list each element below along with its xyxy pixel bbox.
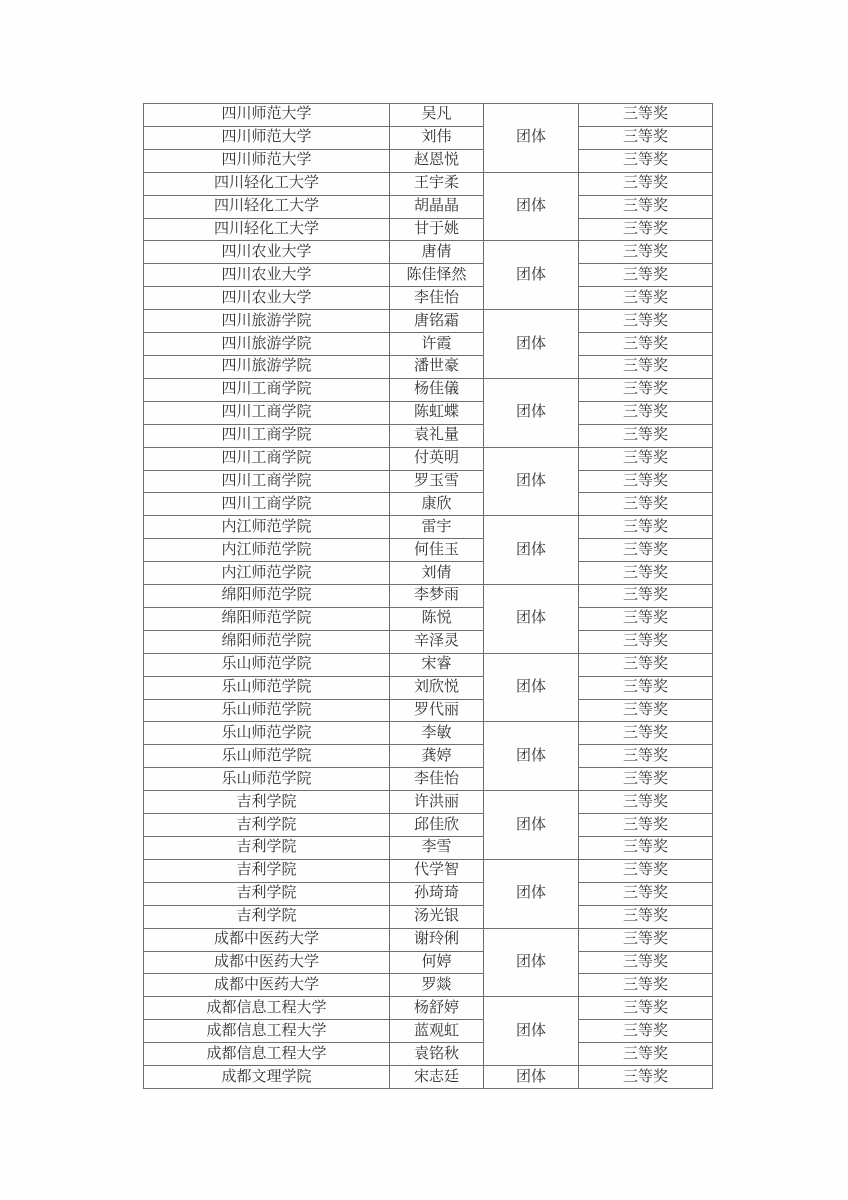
award-cell: 三等奖 [579,630,713,653]
award-cell: 三等奖 [579,768,713,791]
award-cell: 三等奖 [579,1043,713,1066]
award-cell: 三等奖 [579,1020,713,1043]
table-row [144,653,713,676]
school-cell: 四川工商学院 [144,424,390,447]
award-cell: 三等奖 [579,539,713,562]
school-cell: 乐山师范学院 [144,699,390,722]
table-row [144,264,713,287]
table-row [144,401,713,424]
award-cell: 三等奖 [579,401,713,424]
award-cell: 三等奖 [579,195,713,218]
participant-name-cell: 胡晶晶 [390,195,484,218]
participant-name-cell: 何婷 [390,951,484,974]
award-cell: 三等奖 [579,974,713,997]
school-cell: 四川轻化工大学 [144,218,390,241]
award-cell: 三等奖 [579,905,713,928]
school-cell: 四川轻化工大学 [144,195,390,218]
table-row [144,241,713,264]
participant-name-cell: 罗燚 [390,974,484,997]
award-cell: 三等奖 [579,447,713,470]
table-row [144,676,713,699]
table-row [144,470,713,493]
table-row [144,493,713,516]
group-type-cell: 团体 [484,378,579,447]
school-cell: 内江师范学院 [144,539,390,562]
award-cell: 三等奖 [579,745,713,768]
school-cell: 乐山师范学院 [144,722,390,745]
participant-name-cell: 雷宇 [390,516,484,539]
school-cell: 乐山师范学院 [144,676,390,699]
table-row [144,172,713,195]
school-cell: 成都中医药大学 [144,928,390,951]
participant-name-cell: 孙琦琦 [390,882,484,905]
award-cell: 三等奖 [579,791,713,814]
participant-name-cell: 蓝观虹 [390,1020,484,1043]
table-row [144,997,713,1020]
table-row [144,1043,713,1066]
award-cell: 三等奖 [579,470,713,493]
table-row [144,195,713,218]
table-row [144,882,713,905]
award-cell: 三等奖 [579,149,713,172]
award-cell: 三等奖 [579,287,713,310]
participant-name-cell: 甘于姚 [390,218,484,241]
school-cell: 四川旅游学院 [144,355,390,378]
group-type-cell: 团体 [484,310,579,379]
table-row [144,539,713,562]
participant-name-cell: 罗代丽 [390,699,484,722]
group-type-cell: 团体 [484,241,579,310]
participant-name-cell: 李佳怡 [390,287,484,310]
group-type-cell: 团体 [484,928,579,997]
participant-name-cell: 辛泽灵 [390,630,484,653]
group-type-cell: 团体 [484,722,579,791]
participant-name-cell: 付英明 [390,447,484,470]
table-row [144,745,713,768]
award-cell: 三等奖 [579,882,713,905]
school-cell: 四川农业大学 [144,241,390,264]
award-cell: 三等奖 [579,1066,713,1089]
school-cell: 成都信息工程大学 [144,997,390,1020]
school-cell: 四川师范大学 [144,104,390,127]
table-row [144,287,713,310]
participant-name-cell: 谢玲俐 [390,928,484,951]
school-cell: 吉利学院 [144,837,390,860]
participant-name-cell: 刘伟 [390,126,484,149]
participant-name-cell: 李梦雨 [390,585,484,608]
award-cell: 三等奖 [579,355,713,378]
school-cell: 成都文理学院 [144,1066,390,1089]
table-row [144,699,713,722]
table-row [144,378,713,401]
school-cell: 四川工商学院 [144,493,390,516]
award-cell: 三等奖 [579,951,713,974]
participant-name-cell: 邱佳欣 [390,814,484,837]
participant-name-cell: 陈虹蝶 [390,401,484,424]
participant-name-cell: 唐倩 [390,241,484,264]
award-cell: 三等奖 [579,264,713,287]
school-cell: 吉利学院 [144,882,390,905]
participant-name-cell: 袁铭秋 [390,1043,484,1066]
table-row [144,837,713,860]
participant-name-cell: 陈悦 [390,607,484,630]
group-type-cell: 团体 [484,447,579,516]
school-cell: 吉利学院 [144,791,390,814]
award-cell: 三等奖 [579,837,713,860]
participant-name-cell: 许洪丽 [390,791,484,814]
group-type-cell: 团体 [484,104,579,173]
participant-name-cell: 刘倩 [390,562,484,585]
participant-name-cell: 袁礼量 [390,424,484,447]
participant-name-cell: 许霞 [390,333,484,356]
award-cell: 三等奖 [579,699,713,722]
school-cell: 成都中医药大学 [144,974,390,997]
award-results-table [143,103,713,1089]
award-cell: 三等奖 [579,333,713,356]
table-row [144,722,713,745]
school-cell: 四川旅游学院 [144,333,390,356]
table-row [144,1066,713,1089]
participant-name-cell: 杨舒婷 [390,997,484,1020]
school-cell: 吉利学院 [144,814,390,837]
participant-name-cell: 吴凡 [390,104,484,127]
group-type-cell: 团体 [484,516,579,585]
school-cell: 四川农业大学 [144,264,390,287]
award-cell: 三等奖 [579,172,713,195]
participant-name-cell: 何佳玉 [390,539,484,562]
table-row [144,905,713,928]
award-cell: 三等奖 [579,997,713,1020]
award-cell: 三等奖 [579,676,713,699]
school-cell: 四川旅游学院 [144,310,390,333]
table-row [144,516,713,539]
group-type-cell: 团体 [484,997,579,1066]
award-cell: 三等奖 [579,104,713,127]
participant-name-cell: 李佳怡 [390,768,484,791]
table-row [144,974,713,997]
table-row [144,149,713,172]
table-row [144,562,713,585]
participant-name-cell: 李敏 [390,722,484,745]
participant-name-cell: 康欣 [390,493,484,516]
table-row [144,126,713,149]
table-row [144,630,713,653]
group-type-cell: 团体 [484,653,579,722]
school-cell: 四川师范大学 [144,126,390,149]
participant-name-cell: 唐铭霜 [390,310,484,333]
school-cell: 绵阳师范学院 [144,585,390,608]
participant-name-cell: 杨佳儀 [390,378,484,401]
table-row [144,585,713,608]
award-cell: 三等奖 [579,562,713,585]
award-cell: 三等奖 [579,607,713,630]
school-cell: 四川工商学院 [144,447,390,470]
school-cell: 绵阳师范学院 [144,630,390,653]
table-row [144,424,713,447]
participant-name-cell: 刘欣悦 [390,676,484,699]
table-row [144,355,713,378]
participant-name-cell: 龚婷 [390,745,484,768]
award-cell: 三等奖 [579,378,713,401]
table-row [144,814,713,837]
award-cell: 三等奖 [579,722,713,745]
school-cell: 成都中医药大学 [144,951,390,974]
school-cell: 内江师范学院 [144,516,390,539]
school-cell: 四川轻化工大学 [144,172,390,195]
award-cell: 三等奖 [579,859,713,882]
award-cell: 三等奖 [579,493,713,516]
participant-name-cell: 代学智 [390,859,484,882]
participant-name-cell: 汤光银 [390,905,484,928]
award-cell: 三等奖 [579,218,713,241]
participant-name-cell: 王宇柔 [390,172,484,195]
award-cell: 三等奖 [579,310,713,333]
school-cell: 绵阳师范学院 [144,607,390,630]
table-row [144,859,713,882]
school-cell: 四川农业大学 [144,287,390,310]
group-type-cell: 团体 [484,172,579,241]
participant-name-cell: 罗玉雪 [390,470,484,493]
award-cell: 三等奖 [579,516,713,539]
school-cell: 成都信息工程大学 [144,1043,390,1066]
award-cell: 三等奖 [579,241,713,264]
table-row [144,218,713,241]
school-cell: 乐山师范学院 [144,653,390,676]
award-cell: 三等奖 [579,424,713,447]
table-row [144,768,713,791]
table-row [144,791,713,814]
participant-name-cell: 宋睿 [390,653,484,676]
table-row [144,447,713,470]
school-cell: 四川工商学院 [144,401,390,424]
group-type-cell: 团体 [484,859,579,928]
group-type-cell: 团体 [484,791,579,860]
participant-name-cell: 陈佳怿然 [390,264,484,287]
participant-name-cell: 赵恩悦 [390,149,484,172]
group-type-cell: 团体 [484,585,579,654]
group-type-cell: 团体 [484,1066,579,1089]
school-cell: 四川工商学院 [144,470,390,493]
table-row [144,310,713,333]
school-cell: 吉利学院 [144,905,390,928]
table-row [144,104,713,127]
award-table-body [144,104,713,1089]
participant-name-cell: 宋志廷 [390,1066,484,1089]
table-row [144,951,713,974]
school-cell: 成都信息工程大学 [144,1020,390,1043]
award-cell: 三等奖 [579,585,713,608]
award-cell: 三等奖 [579,814,713,837]
school-cell: 乐山师范学院 [144,745,390,768]
participant-name-cell: 李雪 [390,837,484,860]
school-cell: 乐山师范学院 [144,768,390,791]
table-row [144,607,713,630]
participant-name-cell: 潘世豪 [390,355,484,378]
award-cell: 三等奖 [579,126,713,149]
award-cell: 三等奖 [579,928,713,951]
school-cell: 内江师范学院 [144,562,390,585]
school-cell: 四川工商学院 [144,378,390,401]
school-cell: 四川师范大学 [144,149,390,172]
table-row [144,928,713,951]
award-cell: 三等奖 [579,653,713,676]
table-row [144,1020,713,1043]
school-cell: 吉利学院 [144,859,390,882]
table-row [144,333,713,356]
